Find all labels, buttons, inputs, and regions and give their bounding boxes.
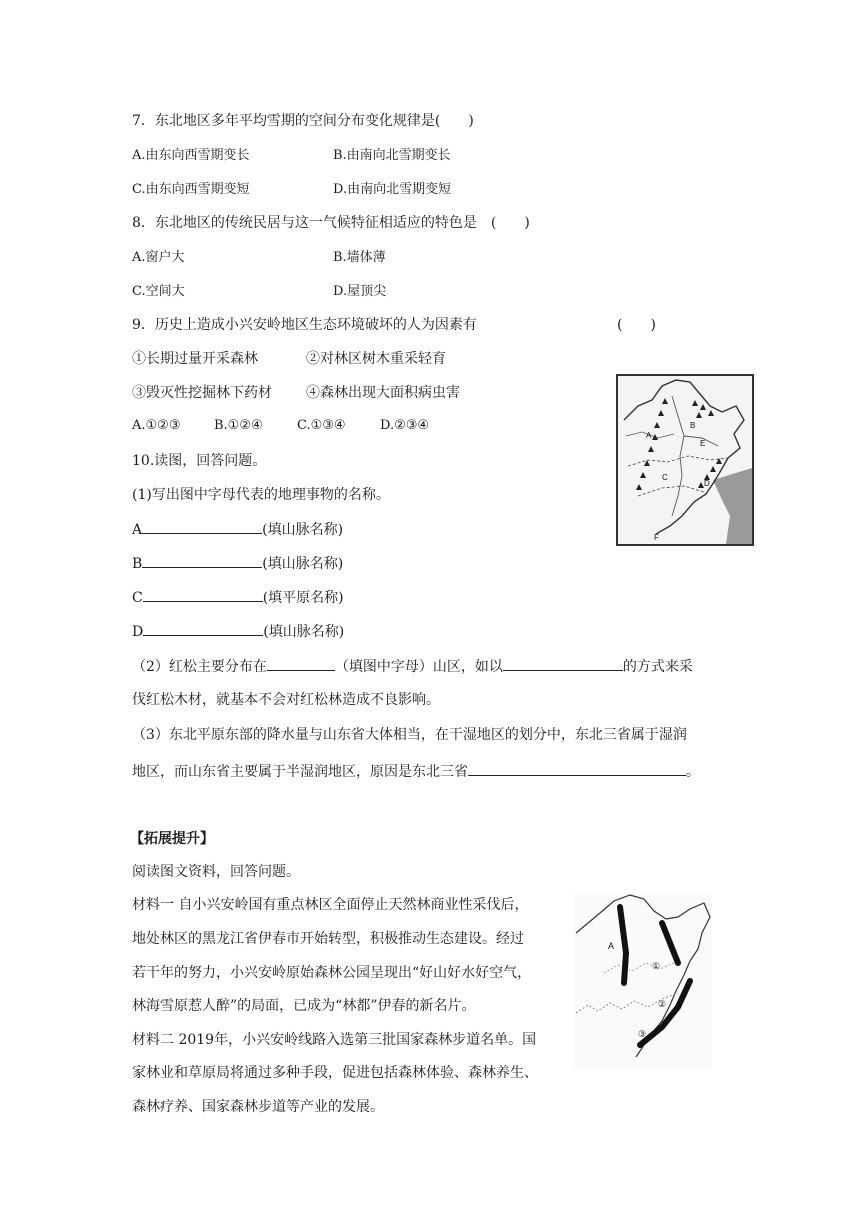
map1-label-e: E [700,439,706,448]
q9-item-4: ④森林出现大面积病虫害 [306,385,460,401]
map1-label-d: D [704,479,710,488]
q10-part2-cont: 伐红松木材，就基本不会对红松林造成不良影响。 [132,692,440,708]
part2-blank-letter[interactable] [267,655,335,671]
q9-option-b[interactable]: B.①②④ [214,418,263,433]
material1-line-2: 地处林区的黑龙江省伊春市开始转型，积极推动生态建设。经过 [132,931,524,947]
map1-label-a: A [646,431,652,440]
extension-intro: 阅读图文资料，回答问题。 [132,864,300,880]
q8-option-c[interactable]: C.空间大 [132,284,185,299]
map1-label-b: B [690,421,696,430]
part3-blank-reason[interactable] [468,760,686,776]
fill-d-letter: D [132,624,144,640]
q7-option-b[interactable]: B.由南向北雪期变长 [333,148,451,163]
q7-option-c[interactable]: C.由东向西雪期变短 [132,182,250,197]
q9-item-2: ②对林区树木重采轻育 [306,351,446,367]
fill-c-hint: (填平原名称) [262,590,344,606]
q10-part2 [132,655,693,677]
fill-c-blank[interactable] [143,586,263,602]
fill-c-letter: C [132,590,143,606]
q9-stem: 9．历史上造成小兴安岭地区生态环境破坏的人为因素有 [132,317,477,333]
material1-line-1: 材料一 自小兴安岭国有重点林区全面停止天然林商业性采伐后， [132,897,529,913]
fill-a-letter: A [132,522,143,538]
map2-label-2: ② [658,999,667,1009]
xiaoxinganling-map [574,893,712,1068]
fill-b-blank[interactable] [142,552,262,568]
northeast-map-drawing [618,376,752,544]
q8-option-b[interactable]: B.墙体薄 [333,250,386,265]
q8-stem: 8．东北地区的传统民居与这一气候特征相适应的特色是 ( ) [132,215,530,231]
q10-part3: （3）东北平原东部的降水量与山东省大体相当，在干湿地区的划分中，东北三省属于湿润 [132,727,687,743]
fill-b-letter: B [132,556,143,572]
fill-d-blank[interactable] [143,620,263,636]
material1-line-4: 林海雪原惹人醉”的局面，已成为“林都”伊春的新名片。 [132,998,476,1014]
q9-option-a[interactable]: A.①②③ [132,418,181,433]
q8-option-d[interactable]: D.屋顶尖 [333,284,387,299]
q7-option-d[interactable]: D.由南向北雪期变短 [333,182,452,197]
q9-answer-bracket: ( ) [617,317,656,333]
part2-text-c: 的方式来采 [622,659,693,675]
fill-b-hint: (填山脉名称) [262,556,344,572]
map2-label-a: A [608,941,615,951]
part2-text-b: （填图中字母）山区，如以 [334,659,503,675]
fill-a-blank[interactable] [142,518,262,534]
q10-part3-cont [132,760,700,782]
q8-option-a[interactable]: A.窗户大 [132,250,185,265]
material1-line-3: 若干年的努力，小兴安岭原始森林公园呈现出“好山好水好空气， [132,965,532,981]
q10-fill-b [132,552,343,574]
map1-label-c: C [662,473,668,482]
q10-fill-c [132,586,344,608]
q10-fill-a [132,518,343,540]
fill-d-hint: (填山脉名称) [263,624,345,640]
part2-blank-method[interactable] [503,655,623,671]
material2-line-2: 家林业和草原局将通过多种手段，促进包括森林体验、森林养生、 [132,1065,538,1081]
q9-item-1: ①长期过量开采森林 [132,351,258,367]
q9-item-3: ③毁灭性挖掘林下药材 [132,385,272,401]
xiaoxinganling-map-drawing [574,893,712,1068]
part3-text-end: 。 [686,764,700,780]
extension-heading: 【拓展提升】 [130,831,214,847]
q10-stem: 10.读图，回答问题。 [132,453,267,469]
map2-label-3: ③ [638,1029,647,1039]
q7-stem: 7．东北地区多年平均雪期的空间分布变化规律是( ) [132,113,474,129]
northeast-map [616,374,754,546]
q9-option-d[interactable]: D.②③④ [380,418,430,433]
map2-label-1: ① [652,961,661,971]
q9-option-c[interactable]: C.①③④ [297,418,346,433]
q7-option-a[interactable]: A.由东向西雪期变长 [132,148,250,163]
part3-text-b: 地区，而山东省主要属于半湿润地区，原因是东北三省 [132,764,468,780]
fill-a-hint: (填山脉名称) [262,522,344,538]
material2-line-3: 森林疗养、国家森林步道等产业的发展。 [132,1099,384,1115]
material2-line-1: 材料二 2019年，小兴安岭线路入选第三批国家森林步道名单。国 [132,1032,537,1048]
q10-fill-d [132,620,344,642]
map1-label-f: F [654,533,659,542]
q10-part1: (1)写出图中字母代表的地理事物的名称。 [132,487,390,503]
part2-text-a: （2）红松主要分布在 [132,659,267,675]
